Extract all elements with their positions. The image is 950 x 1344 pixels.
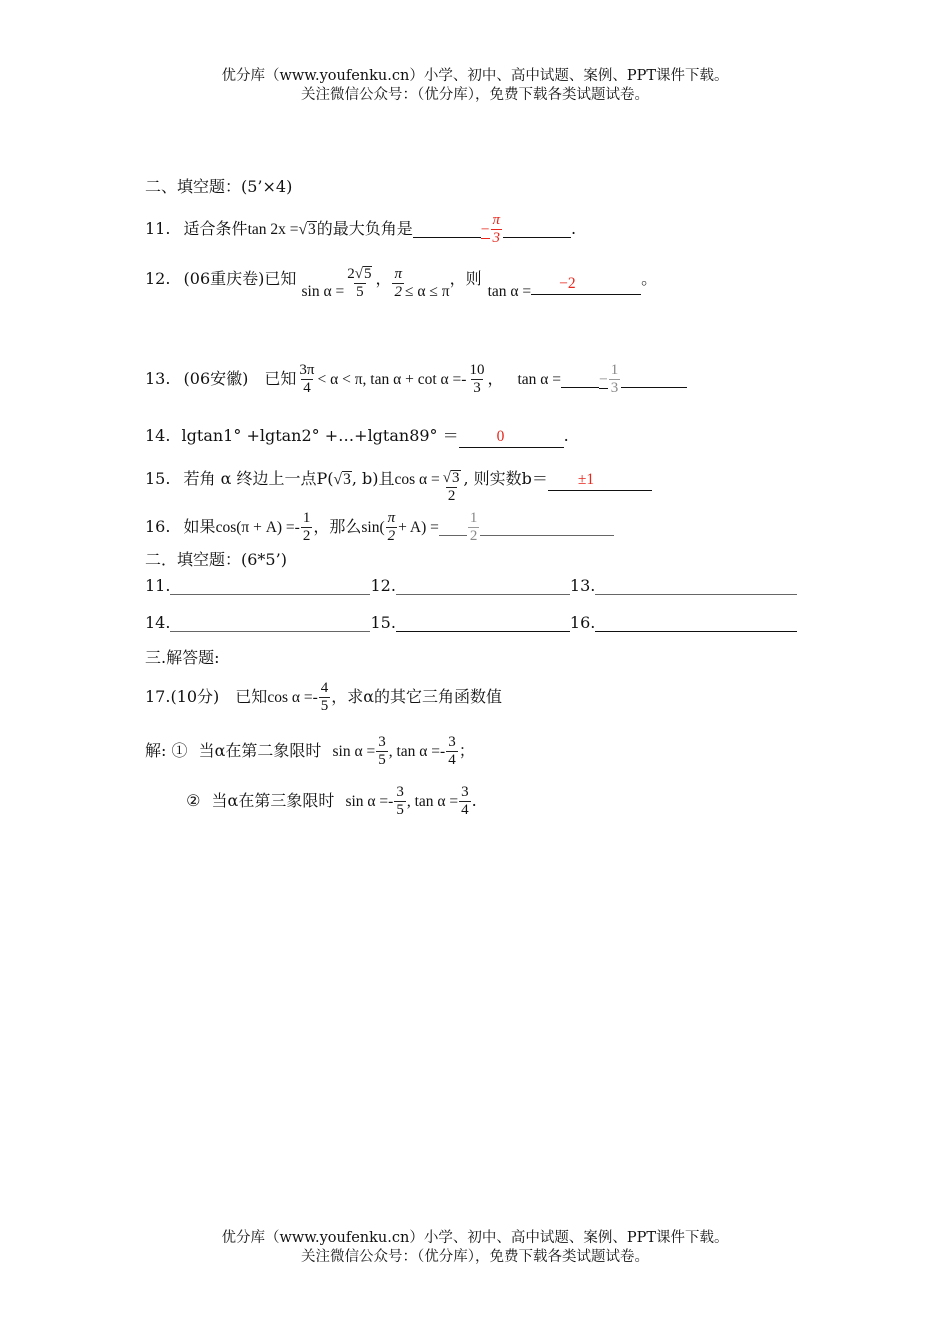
math-expr: < α < π, tan α + cot α =- bbox=[317, 371, 467, 388]
math-expr: sin α =- bbox=[345, 793, 394, 810]
answer-sheet-row-1 bbox=[145, 576, 797, 596]
math-expr: tan α = bbox=[517, 371, 562, 388]
question-text: (10分) 已知 bbox=[170, 687, 268, 706]
question-17 bbox=[145, 680, 502, 715]
fraction: $\frac{1}{2}$ bbox=[302, 510, 311, 544]
math-expr: sin α = bbox=[332, 743, 376, 760]
answer-sheet-blank bbox=[595, 613, 797, 632]
math-expr: + A) = bbox=[398, 519, 439, 536]
question-number: 17. bbox=[145, 687, 171, 706]
question-text: ，则 bbox=[449, 269, 482, 288]
footer-line-1: 优分库（www.youfenku.cn）小学、初中、高中试题、案例、PPT课件下载。 bbox=[221, 1230, 729, 1246]
answer-blank bbox=[413, 219, 481, 238]
fraction-sqrt3-over-2: $\frac{√3}{2}$ bbox=[442, 470, 460, 504]
question-text: ，那么 bbox=[313, 517, 362, 536]
question-text: 的最大负角是 bbox=[316, 219, 413, 238]
question-number: 12. bbox=[145, 269, 171, 288]
case-text: 当α在第三象限时 bbox=[211, 791, 335, 810]
header-line-2: 关注微信公众号：（优分库），免费下载各类试题试卷。 bbox=[301, 87, 649, 103]
question-text: lgtan1° +lgtan2° +…+lgtan89° ＝ bbox=[181, 426, 459, 445]
punctuation: ； bbox=[458, 741, 475, 760]
answer-fraction: $\frac{1}{2}$ bbox=[469, 510, 478, 544]
case-mark: ② bbox=[186, 791, 201, 810]
answer-sheet-label: 11. bbox=[145, 576, 171, 595]
math-expr: cos α = bbox=[394, 471, 440, 488]
math-expr: sin α = bbox=[301, 283, 345, 300]
fraction: $\frac{10}{3}$ bbox=[469, 362, 485, 396]
period: . bbox=[571, 219, 577, 238]
question-text: 若角 α 终边上一点P( bbox=[183, 469, 334, 488]
fraction: $\frac{3}{4}$ bbox=[461, 784, 469, 818]
question-14 bbox=[145, 426, 569, 448]
answer-sheet-label: 16. bbox=[569, 613, 596, 632]
question-16 bbox=[145, 510, 614, 545]
case-mark: ① bbox=[171, 741, 188, 760]
section-2-title: 二．填空题：(6*5’) bbox=[145, 550, 287, 569]
period: 。 bbox=[641, 269, 658, 288]
question-13: 13. (06安徽) 已知 $\frac{3\pi}{4}$ < α < π, tan α + cot α =- $\frac{10}{3}$ ， tan α = − $\frac{1}{3}$ bbox=[145, 362, 687, 397]
fraction: $\frac{2√5}{5}$ bbox=[347, 266, 372, 300]
question-text: (06重庆卷)已知 bbox=[183, 269, 297, 288]
math-expr: tan 2x = bbox=[247, 221, 299, 238]
fraction: $\frac{4}{5}$ bbox=[320, 680, 329, 714]
question-number: 13. bbox=[145, 369, 171, 388]
answer-sheet-row-2 bbox=[145, 613, 797, 633]
radicand: 3 bbox=[343, 471, 351, 488]
range-expr: ≤ α ≤ π bbox=[404, 283, 450, 300]
answer-sheet-blank bbox=[170, 613, 370, 632]
answer-sheet-blank bbox=[396, 576, 570, 595]
question-text: ，求α的其它三角函数值 bbox=[331, 687, 503, 706]
answer: −2 bbox=[531, 274, 641, 295]
question-number: 14. bbox=[145, 426, 171, 445]
question-text: (06安徽) 已知 bbox=[183, 369, 297, 388]
question-text: 适合条件 bbox=[183, 219, 248, 238]
section-1-title: 二、填空题：(5’×4) bbox=[145, 177, 293, 196]
answer-sign: − bbox=[599, 371, 608, 388]
question-12: 12. (06重庆卷)已知 sin α = $\frac{2√5}{5}$ ， $\frac{\pi}{2}$ ≤ α ≤ π，则tan α = −2 。 bbox=[145, 266, 658, 300]
punctuation: . bbox=[471, 791, 477, 810]
answer-sheet-label: 13. bbox=[569, 576, 596, 595]
question-11: 11. 适合条件tan 2x =√3的最大负角是 − $\frac{\pi}{3}$ . bbox=[145, 212, 577, 246]
solution-case-2 bbox=[145, 784, 477, 819]
period: . bbox=[563, 426, 569, 445]
answer-blank bbox=[480, 517, 614, 536]
fraction-pi-over-2: $\frac{\pi}{2}$ bbox=[387, 510, 396, 544]
math-expr: sin( bbox=[361, 519, 385, 536]
math-expr: , tan α =- bbox=[388, 743, 446, 760]
solution-label: 解: bbox=[145, 741, 167, 760]
answer-sheet-label: 15. bbox=[370, 613, 396, 632]
answer: ±1 bbox=[548, 470, 652, 491]
question-number: 15. bbox=[145, 469, 171, 488]
answer-fraction: $\frac{1}{3}$ bbox=[610, 362, 619, 396]
footer-line-2: 关注微信公众号：（优分库），免费下载各类试题试卷。 bbox=[301, 1249, 649, 1265]
math-expr: cos α =- bbox=[267, 689, 318, 706]
answer-sheet-blank bbox=[170, 576, 370, 595]
answer-sheet-label: 12. bbox=[370, 576, 396, 595]
question-text: , b)且 bbox=[351, 469, 395, 488]
fraction-pi-over-2: $\frac{\pi}{2}$ bbox=[394, 266, 402, 300]
answer: 0 bbox=[459, 427, 564, 448]
fraction: $\frac{3}{4}$ bbox=[448, 734, 456, 768]
math-expr: cos(π + A) =- bbox=[215, 519, 300, 536]
question-number: 16. bbox=[145, 517, 171, 536]
question-text: , 则实数b＝ bbox=[463, 469, 548, 488]
answer-blank bbox=[561, 369, 599, 388]
question-number: 11. bbox=[145, 219, 171, 238]
case-text: 当α在第二象限时 bbox=[198, 741, 322, 760]
question-15: 15. 若角 α 终边上一点P(√3, b)且cos α = $\frac{√3}{2}$ , 则实数b＝ ±1 bbox=[145, 462, 652, 497]
solution-case-1 bbox=[145, 734, 475, 769]
answer-fraction: $\frac{\pi}{3}$ bbox=[492, 212, 501, 246]
math-expr: , tan α = bbox=[406, 793, 459, 810]
header-line-1: 优分库（www.youfenku.cn）小学、初中、高中试题、案例、PPT课件下载。 bbox=[221, 68, 729, 84]
answer-blank bbox=[503, 219, 571, 238]
question-text: 如果 bbox=[183, 517, 216, 536]
fraction: $\frac{3}{5}$ bbox=[378, 734, 386, 768]
section-3-title: 三.解答题: bbox=[145, 648, 220, 667]
answer-blank bbox=[621, 369, 687, 388]
fraction: $\frac{3\pi}{4}$ bbox=[299, 362, 315, 396]
answer-sheet-blank bbox=[396, 613, 570, 632]
fraction: $\frac{3}{5}$ bbox=[396, 784, 404, 818]
radicand: 3 bbox=[308, 221, 316, 238]
answer-sheet-blank bbox=[595, 576, 797, 595]
math-expr: tan α = bbox=[487, 283, 532, 300]
answer-sign: − bbox=[480, 221, 490, 238]
answer-blank bbox=[439, 517, 467, 536]
answer-sheet-label: 14. bbox=[145, 613, 171, 632]
